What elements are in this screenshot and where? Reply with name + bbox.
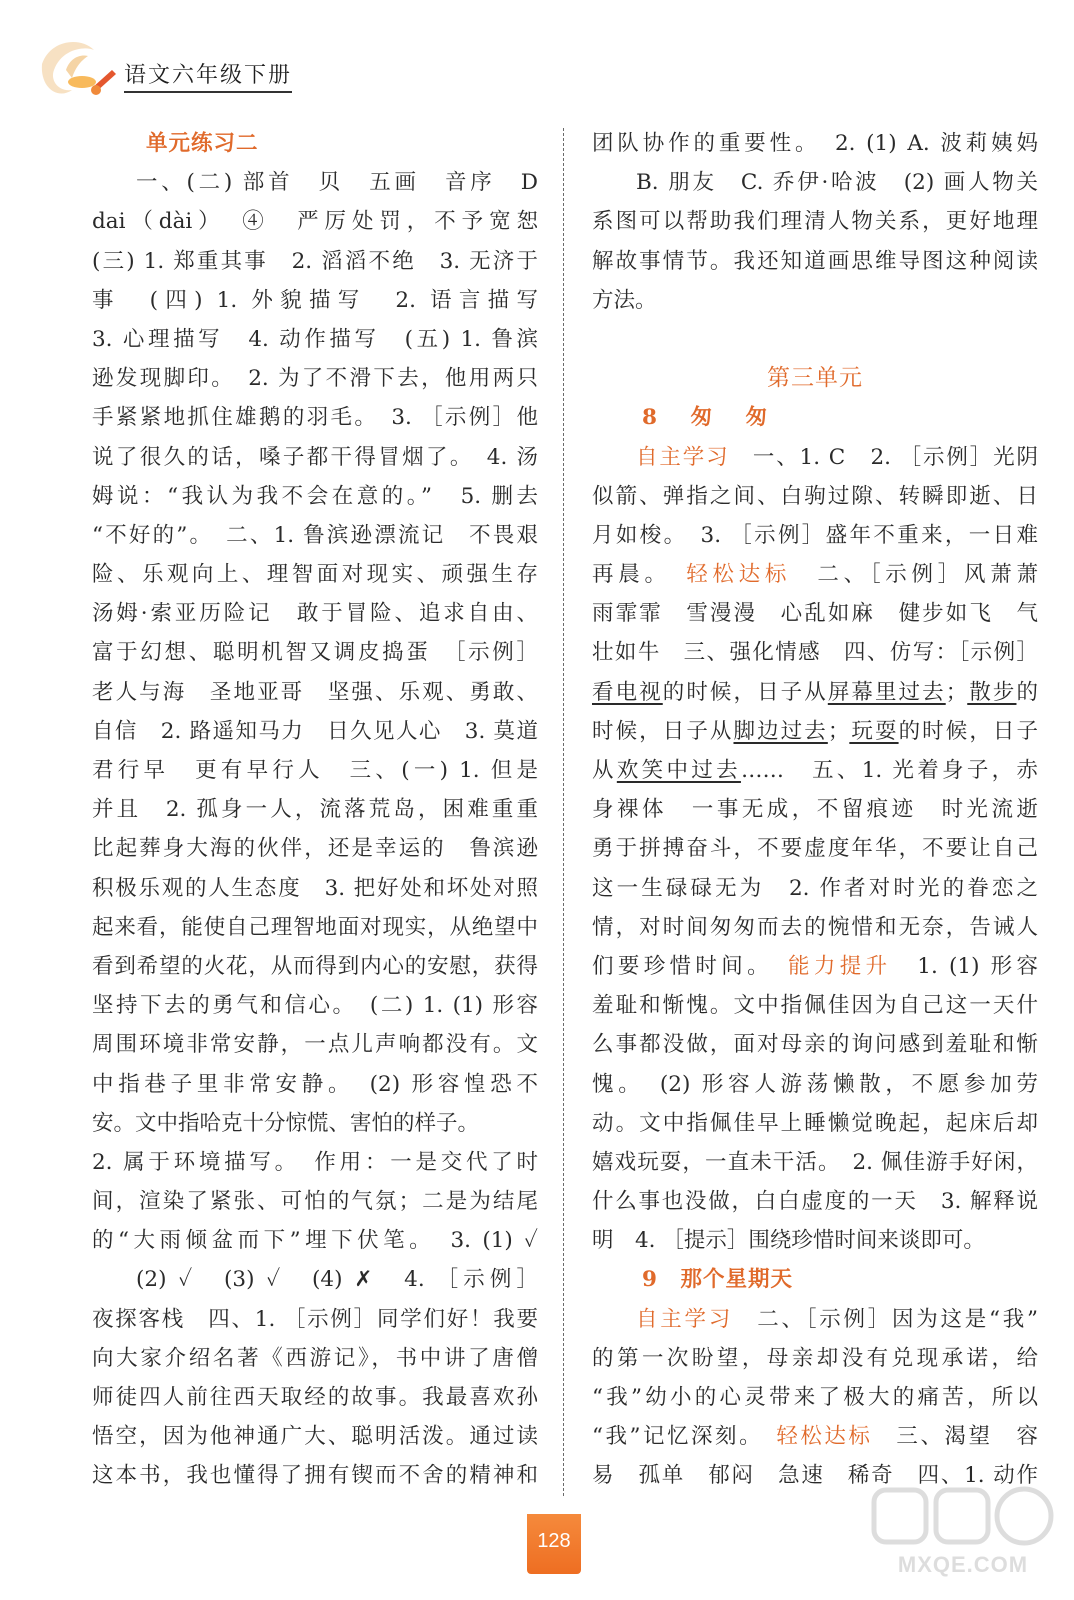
text-line: (三) 1. 郑重其事 2. 滔滔不绝 3. 无济于 [92,248,538,274]
text-line: 险、乐观向上、理智面对现实、顽强生存 [92,562,538,588]
text-line: 雨霏霏 雪漫漫 心乱如麻 健步如飞 气 [592,601,1038,627]
book-title: 语文六年级下册 [124,58,292,93]
brush-logo-icon [36,30,116,106]
text-line: 方法。 [592,287,657,313]
text-line: 明 4. ［提示］围绕珍惜时间来谈即可。 [592,1228,985,1254]
text-line: 这本书，我也懂得了拥有锲而不舍的精神和 [92,1463,538,1489]
text-line: 的第一次盼望，母亲却没有兑现承诺，给 [592,1345,1038,1371]
text-line: 向大家介绍名著《西游记》，书中讲了唐僧 [92,1345,538,1371]
text-line: 从欢笑中过去…… 五、1. 光着身子，赤 [592,758,1038,783]
text-line: 月如梭。 3. ［示例］盛年不重来，一日难 [592,522,1038,548]
text-line: 动。文中指佩佳早上睡懒觉晚起，起床后却 [592,1110,1038,1136]
text-line: 自主学习 一、1. C 2. ［示例］光阴 [636,444,1038,470]
text-line: 似箭、弹指之间、白驹过隙、转瞬即逝、日 [592,483,1038,509]
text-line: 么事都没做，面对母亲的询问感到羞耻和惭 [592,1032,1038,1058]
text-line: 们要珍惜时间。 能力提升 1. (1) 形容 [592,953,1038,979]
text-line: 的“大雨倾盆而下”埋下伏笔。 3. (1) ✓ [92,1228,538,1254]
text-line: 比起葬身大海的伙伴，还是幸运的 鲁滨逊 [92,836,538,862]
text-line: 坚持下去的勇气和信心。 (二) 1. (1) 形容 [92,993,538,1019]
text-line: 手紧紧地抓住雄鹅的羽毛。 3. ［示例］他 [92,405,538,431]
text-line: 3. 心理描写 4. 动作描写 (五) 1. 鲁滨 [92,326,538,352]
column-divider [563,128,564,1496]
lesson-title: 8 匆 匆 [642,405,773,431]
text-line: 这一生碌碌无为 2. 作者对时光的眷恋之 [592,875,1038,901]
tag-self-study: 自主学习 [636,444,730,470]
text-line: “不好的”。 二、1. 鲁滨逊漂流记 不畏艰 [92,522,538,548]
text-line: 什么事也没做，白白虚度的一天 3. 解释说 [592,1189,1038,1215]
text-line: 逊发现脚印。 2. 为了不滑下去，他用两只 [92,366,538,392]
text-line: 自主学习 二、［示例］因为这是“我” [636,1306,1038,1332]
text-line: (2) ✓ (3) ✓ (4) ✗ 4. ［示例］ [136,1267,538,1293]
tag-self-study: 自主学习 [636,1306,734,1332]
text-line: 说了很久的话，嗓子都干得冒烟了。 4. 汤 [92,444,538,470]
text-line: 富于幻想、聪明机智又调皮捣蛋 ［示例］ [92,640,538,666]
text-line: 愧。 (2) 形容人游荡懒散，不愿参加劳 [592,1071,1038,1097]
text-line: 周围环境非常安静，一点儿声响都没有。文 [92,1032,538,1058]
unit-title: 单元练习二 [146,131,259,156]
tag-easy: 轻松达标 [686,562,792,588]
text-line: 积极乐观的人生态度 3. 把好处和坏处对照 [92,875,538,901]
page-number: 128 [537,1530,571,1552]
text-line: 悟空，因为他神通广大、聪明活泼。通过读 [92,1424,538,1450]
text-line: 并且 2. 孤身一人，流落荒岛，困难重重 [92,797,538,823]
text-line: 安。文中指哈克十分惊慌、害怕的样子。 [92,1110,480,1136]
text-line: 系图可以帮助我们理清人物关系，更好地理 [592,209,1038,235]
lesson-title: 9 那个星期天 [642,1267,793,1293]
tag-ability: 能力提升 [788,953,892,979]
watermark-logo-icon [868,1484,1058,1554]
text-line: 情，对时间匆匆而去的惋惜和无奈，告诫人 [592,914,1038,940]
text-line: 老人与海 圣地亚哥 坚强、乐观、勇敢、 [92,679,538,705]
text-line: 勇于拼搏奋斗，不要虚度年华，不要让自己 [592,836,1038,862]
text-line: 君行早 更有早行人 三、(一) 1. 但是 [92,758,538,783]
text-line: 看到希望的火花，从而得到内心的安慰，获得 [92,953,538,979]
text-line: “我”记忆深刻。 轻松达标 三、渴望 容 [592,1424,1038,1450]
left-column [92,124,538,1496]
text-line: 身裸体 一事无成，不留痕迹 时光流逝 [592,797,1038,823]
book-header [36,30,336,110]
page-number-badge [527,1514,581,1574]
text-line: 易 孤单 郁闷 急速 稀奇 四、1. 动作 [592,1463,1038,1489]
text-line: 自信 2. 路遥知马力 日久见人心 3. 莫道 [92,718,538,744]
text-line: 姆说：“我认为我不会在意的。” 5. 删去 [92,483,538,509]
text-line: 一、(二) 部首 贝 五画 音序 D [136,170,538,196]
text-line: 看电视的时候，日子从屏幕里过去；散步的 [592,679,1038,705]
text-line: B. 朋友 C. 乔伊·哈波 (2) 画人物关 [636,170,1038,196]
text-line: dai（dài） ④ 严厉处罚，不予宽恕 [92,209,538,235]
text-line: 间，渲染了紧张、可怕的气氛；二是为结尾 [92,1189,538,1215]
tag-easy: 轻松达标 [776,1424,873,1450]
watermark-text: MXQE.COM [897,1552,1029,1577]
text-line: 解故事情节。我还知道画思维导图这种阅读 [592,248,1038,274]
text-line: 夜探客栈 四、1. ［示例］同学们好！我要 [92,1306,538,1332]
text-line: 汤姆·索亚历险记 敢于冒险、追求自由、 [92,601,538,627]
text-line: 事 (四) 1. 外貌描写 2. 语言描写 [92,287,538,313]
right-column [592,124,1038,1496]
text-line: 师徒四人前往西天取经的故事。我最喜欢孙 [92,1385,538,1410]
watermark [868,1484,1058,1594]
text-line: “我”幼小的心灵带来了极大的痛苦，所以 [592,1385,1038,1410]
text-line: 时候，日子从脚边过去；玩耍的时候，日子 [592,718,1038,744]
text-line: 起来看，能使自己理智地面对现实，从绝望中 [92,914,538,940]
section-title: 第三单元 [767,365,863,392]
text-line: 2. 属于环境描写。 作用：一是交代了时 [92,1149,538,1175]
text-line: 壮如牛 三、强化情感 四、仿写：［示例］ [592,640,1038,666]
text-line: 团队协作的重要性。 2. (1) A. 波莉姨妈 [592,131,1038,156]
text-line: 中指巷子里非常安静。 (2) 形容惶恐不 [92,1071,538,1097]
text-line: 羞耻和惭愧。文中指佩佳因为自己这一天什 [592,993,1038,1019]
text-line: 再晨。 轻松达标 二、［示例］风萧萧 [592,562,1038,588]
text-line: 嬉戏玩耍，一直未干活。 2. 佩佳游手好闲， [592,1149,1038,1175]
